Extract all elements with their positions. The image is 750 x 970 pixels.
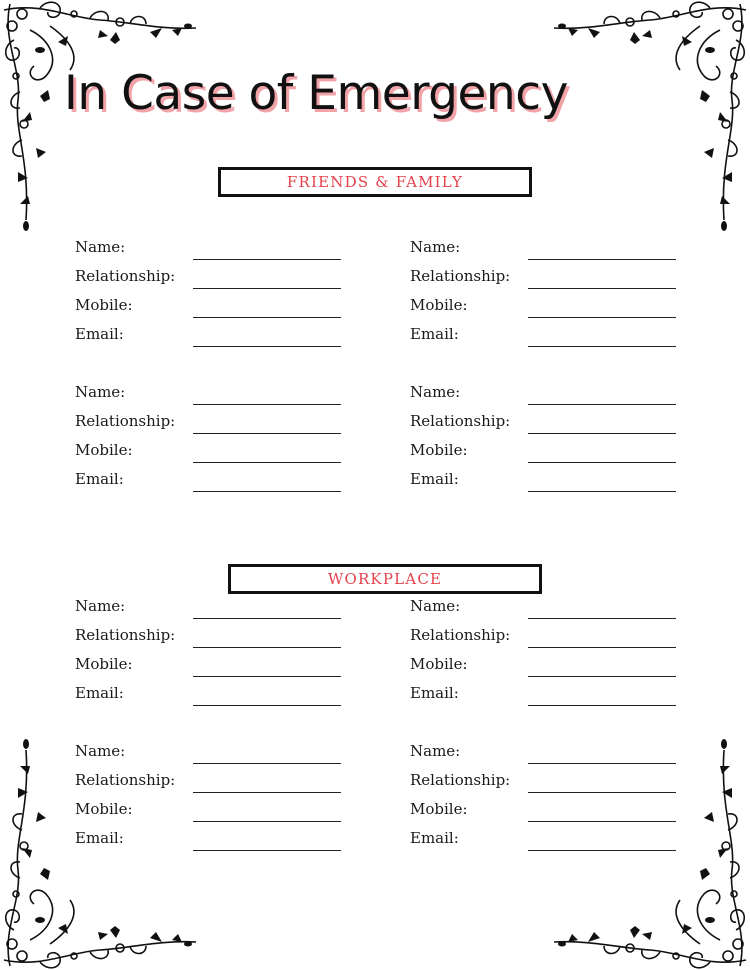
mobile-label: Mobile: <box>75 655 133 673</box>
email-write-line[interactable] <box>528 491 676 492</box>
name-label: Name: <box>410 597 461 615</box>
relationship-write-line[interactable] <box>528 647 676 648</box>
relationship-write-line[interactable] <box>193 647 341 648</box>
name-write-line[interactable] <box>193 763 341 764</box>
mobile-write-line[interactable] <box>193 676 341 677</box>
field-row-name <box>410 597 680 626</box>
field-row-name <box>75 383 345 412</box>
field-row-relationship <box>75 626 345 655</box>
email-write-line[interactable] <box>193 705 341 706</box>
relationship-label: Relationship: <box>75 412 176 430</box>
contact-card-friends <box>410 383 680 499</box>
relationship-label: Relationship: <box>75 267 176 285</box>
relationship-label: Relationship: <box>410 771 511 789</box>
name-label: Name: <box>75 597 126 615</box>
relationship-label: Relationship: <box>410 267 511 285</box>
field-row-relationship <box>410 626 680 655</box>
field-row-mobile <box>410 800 680 829</box>
email-write-line[interactable] <box>528 850 676 851</box>
relationship-write-line[interactable] <box>528 433 676 434</box>
relationship-label: Relationship: <box>75 771 176 789</box>
field-row-relationship <box>75 771 345 800</box>
email-write-line[interactable] <box>193 850 341 851</box>
section-header-friends-family <box>218 167 532 197</box>
name-label: Name: <box>75 238 126 256</box>
section-label: FRIENDS & FAMILY <box>286 173 464 191</box>
email-label: Email: <box>410 325 459 343</box>
email-write-line[interactable] <box>528 346 676 347</box>
name-write-line[interactable] <box>193 259 341 260</box>
field-row-mobile <box>75 441 345 470</box>
email-label: Email: <box>410 470 459 488</box>
field-row-mobile <box>75 800 345 829</box>
field-row-name <box>410 383 680 412</box>
name-write-line[interactable] <box>193 404 341 405</box>
field-row-name <box>75 597 345 626</box>
field-row-email <box>75 325 345 354</box>
mobile-label: Mobile: <box>410 655 468 673</box>
name-label: Name: <box>410 238 461 256</box>
email-write-line[interactable] <box>193 346 341 347</box>
name-write-line[interactable] <box>193 618 341 619</box>
relationship-label: Relationship: <box>410 626 511 644</box>
mobile-write-line[interactable] <box>193 821 341 822</box>
mobile-write-line[interactable] <box>528 821 676 822</box>
mobile-write-line[interactable] <box>193 317 341 318</box>
field-row-email <box>75 829 345 858</box>
mobile-write-line[interactable] <box>528 317 676 318</box>
field-row-mobile <box>75 655 345 684</box>
field-row-mobile <box>410 441 680 470</box>
name-label: Name: <box>75 383 126 401</box>
contact-card-workplace <box>410 597 680 713</box>
field-row-name <box>75 742 345 771</box>
mobile-write-line[interactable] <box>528 462 676 463</box>
contact-card-workplace <box>75 742 345 858</box>
name-write-line[interactable] <box>528 404 676 405</box>
relationship-write-line[interactable] <box>528 792 676 793</box>
relationship-label: Relationship: <box>75 626 176 644</box>
contact-card-friends <box>75 383 345 499</box>
contact-card-friends <box>410 238 680 354</box>
mobile-write-line[interactable] <box>193 462 341 463</box>
email-label: Email: <box>75 684 124 702</box>
page-title: In Case of Emergency <box>64 66 568 121</box>
field-row-email <box>410 684 680 713</box>
field-row-name <box>410 238 680 267</box>
field-row-name <box>410 742 680 771</box>
field-row-name <box>75 238 345 267</box>
relationship-write-line[interactable] <box>528 288 676 289</box>
email-label: Email: <box>75 325 124 343</box>
name-label: Name: <box>75 742 126 760</box>
email-label: Email: <box>410 684 459 702</box>
section-label: WORKPLACE <box>327 570 443 588</box>
mobile-label: Mobile: <box>410 296 468 314</box>
name-write-line[interactable] <box>528 763 676 764</box>
relationship-write-line[interactable] <box>193 792 341 793</box>
mobile-label: Mobile: <box>410 800 468 818</box>
email-label: Email: <box>75 470 124 488</box>
field-row-relationship <box>410 267 680 296</box>
relationship-label: Relationship: <box>410 412 511 430</box>
field-row-email <box>75 470 345 499</box>
relationship-write-line[interactable] <box>193 433 341 434</box>
contact-card-workplace <box>410 742 680 858</box>
contact-card-workplace <box>75 597 345 713</box>
email-write-line[interactable] <box>193 491 341 492</box>
section-header-workplace <box>228 564 542 594</box>
field-row-mobile <box>75 296 345 325</box>
name-label: Name: <box>410 742 461 760</box>
mobile-label: Mobile: <box>75 296 133 314</box>
field-row-mobile <box>410 296 680 325</box>
field-row-relationship <box>410 771 680 800</box>
email-write-line[interactable] <box>528 705 676 706</box>
email-label: Email: <box>410 829 459 847</box>
email-label: Email: <box>75 829 124 847</box>
name-write-line[interactable] <box>528 259 676 260</box>
floral-flourish-icon <box>540 0 750 240</box>
mobile-label: Mobile: <box>410 441 468 459</box>
mobile-label: Mobile: <box>75 800 133 818</box>
contact-card-friends <box>75 238 345 354</box>
field-row-email <box>410 470 680 499</box>
field-row-relationship <box>410 412 680 441</box>
field-row-email <box>410 325 680 354</box>
field-row-email <box>75 684 345 713</box>
name-write-line[interactable] <box>528 618 676 619</box>
mobile-label: Mobile: <box>75 441 133 459</box>
field-row-mobile <box>410 655 680 684</box>
field-row-relationship <box>75 412 345 441</box>
field-row-email <box>410 829 680 858</box>
field-row-relationship <box>75 267 345 296</box>
mobile-write-line[interactable] <box>528 676 676 677</box>
relationship-write-line[interactable] <box>193 288 341 289</box>
name-label: Name: <box>410 383 461 401</box>
